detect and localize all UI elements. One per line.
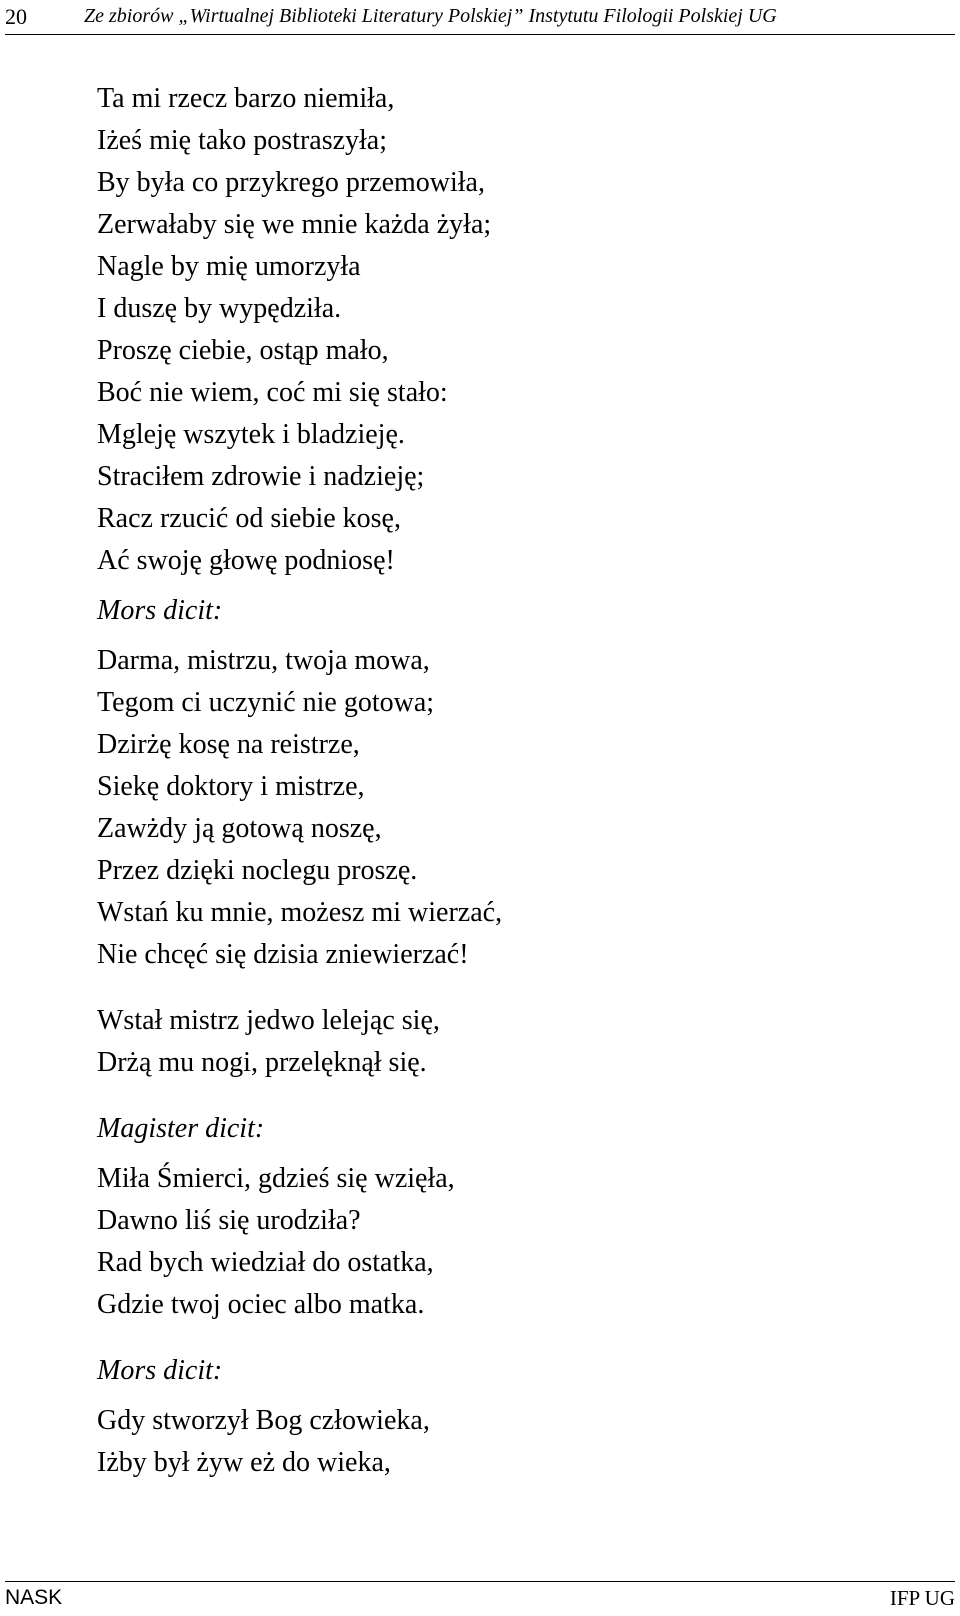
stanza-5: [97, 1400, 917, 1484]
verse-line: Tegom ci uczynić nie gotowa;: [97, 687, 435, 718]
verse-line: Nagle by mię umorzyła: [97, 251, 361, 282]
stanza-2: [97, 640, 917, 976]
verse-line: Rad bych wiedział do ostatka,: [97, 1247, 434, 1278]
speaker-heading: Magister dicit:: [97, 1113, 265, 1144]
verse-line: Proszę ciebie, ostąp mało,: [97, 335, 389, 366]
verse-line: Wstań ku mnie, możesz mi wierzać,: [97, 897, 503, 928]
verse-line: Straciłem zdrowie i nadzieję;: [97, 461, 425, 492]
header-title: Ze zbiorów „Wirtualnej Biblioteki Literatury Polskiej” Instytutu Filologii Polskiej UG: [84, 5, 777, 27]
page-number: 20: [5, 4, 27, 29]
stanza-1: [97, 78, 917, 582]
verse-line: Iżby był żyw eż do wieka,: [97, 1447, 391, 1478]
verse-line: Drżą mu nogi, przelęknął się.: [97, 1047, 427, 1078]
verse-line: Gdzie twoj ociec albo matka.: [97, 1289, 425, 1320]
verse-line: Ta mi rzecz barzo niemiła,: [97, 83, 395, 114]
verse-line: Zawżdy ją gotową noszę,: [97, 813, 382, 844]
verse-line: I duszę by wypędziła.: [97, 293, 342, 324]
verse-line: Siekę doktory i mistrze,: [97, 771, 365, 802]
verse-line: Zerwałaby się we mnie każda żyła;: [97, 209, 492, 240]
verse-line: Gdy stworzył Bog człowieka,: [97, 1405, 430, 1436]
verse-line: By była co przykrego przemowiła,: [97, 167, 485, 198]
verse-line: Dzirżę kosę na reistrze,: [97, 729, 360, 760]
page-header: [5, 0, 955, 35]
verse-line: Darma, mistrzu, twoja mowa,: [97, 645, 430, 676]
poem-body: [97, 78, 917, 1484]
footer-right-label: IFP UG: [889, 1586, 955, 1610]
page-footer: [5, 1581, 955, 1616]
verse-line: Boć nie wiem, coć mi się stało:: [97, 377, 448, 408]
verse-line: Przez dzięki noclegu proszę.: [97, 855, 418, 886]
verse-line: Dawno liś się urodziła?: [97, 1205, 361, 1236]
verse-line: Nie chcęć się dzisia zniewierzać!: [97, 939, 469, 970]
verse-line: Mgleję wszytek i bladzieję.: [97, 419, 405, 450]
verse-line: Iżeś mię tako postraszyła;: [97, 125, 388, 156]
footer-left-label: NASK: [5, 1586, 63, 1609]
verse-line: Ać swoję głowę podniosę!: [97, 545, 395, 576]
stanza-3: [97, 1000, 917, 1084]
verse-line: Wstał mistrz jedwo lelejąc się,: [97, 1005, 440, 1036]
verse-line: Miła Śmierci, gdzieś się wzięła,: [97, 1163, 455, 1194]
speaker-heading: Mors dicit:: [97, 1355, 223, 1386]
speaker-heading: Mors dicit:: [97, 595, 223, 626]
verse-line: Racz rzucić od siebie kosę,: [97, 503, 401, 534]
stanza-4: [97, 1158, 917, 1326]
